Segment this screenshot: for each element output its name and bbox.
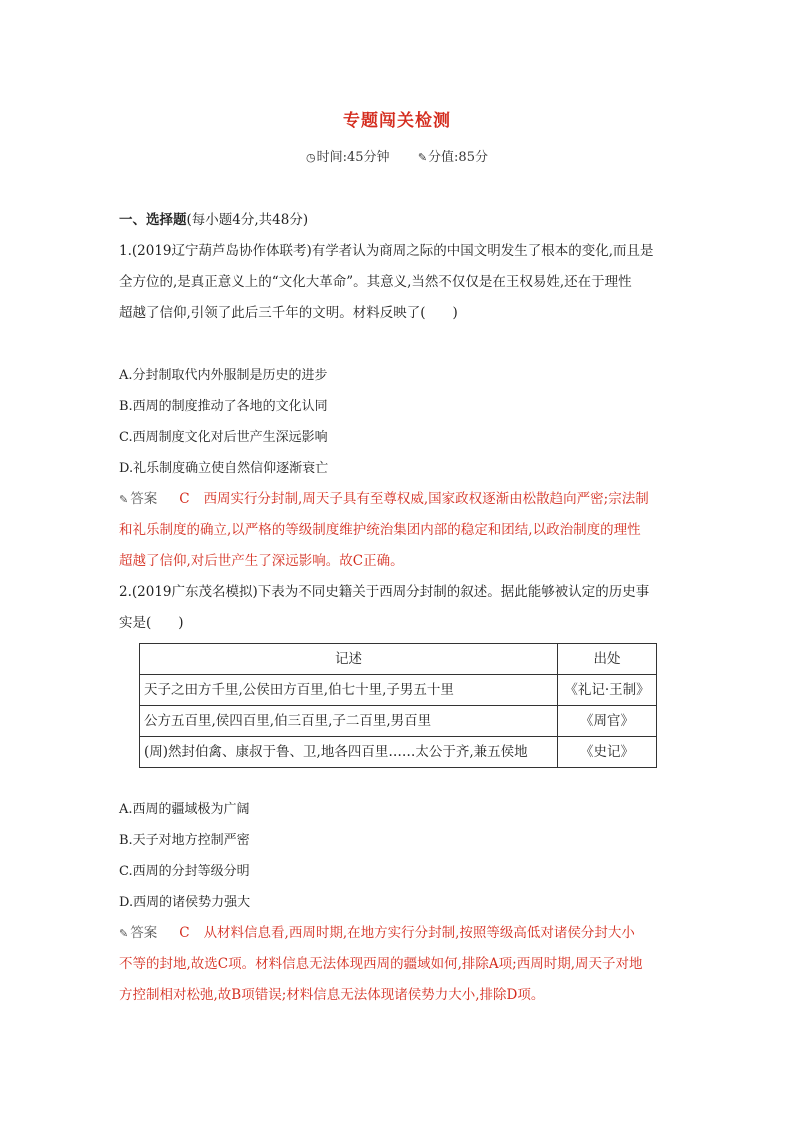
answer-tag	[119, 925, 157, 941]
q2-answer-line-1	[119, 918, 679, 949]
table-header: 出处	[558, 644, 657, 675]
q1-answer-letter: C	[179, 491, 190, 507]
time-label: 时间:45分钟	[316, 150, 390, 165]
clock-icon: ◷	[306, 151, 316, 164]
content	[119, 205, 679, 1011]
q1-line-1: 1.(2019辽宁葫芦岛协作体联考)有学者认为商周之际的中国文明发生了根本的变化,而且是	[119, 243, 654, 259]
q1-option-b: B.西周的制度推动了各地的文化认同	[119, 399, 328, 414]
q2-option-c: C.西周的分封等级分明	[119, 864, 250, 879]
q1-line-3: 超越了信仰,引领了此后三千年的文明。材料反映了( )	[119, 305, 458, 321]
q1-option-a: A.分封制取代内外服制是历史的进步	[119, 368, 328, 383]
table-row	[140, 737, 657, 768]
q2-option-b: B.天子对地方控制严密	[119, 833, 250, 848]
page-title: 专题闯关检测	[343, 111, 451, 131]
q2-line-2: 实是( )	[119, 615, 184, 631]
q2-line-1: 2.(2019广东茂名模拟)下表为不同史籍关于西周分封制的叙述。据此能够被认定的历史事	[119, 584, 650, 600]
q1-answer-line-2: 和礼乐制度的确立,以严格的等级制度维护统治集团内部的稳定和团结,以政治制度的理性	[119, 522, 641, 538]
q2-answer-letter: C	[179, 925, 190, 941]
q2-answer-line-3: 方控制相对松弛,故B项错误;材料信息无法体现诸侯势力大小,排除D项。	[119, 987, 545, 1003]
exam-meta	[0, 146, 794, 165]
q1-answer-line-3: 超越了信仰,对后世产生了深远影响。故C正确。	[119, 553, 404, 569]
q2-option-a: A.西周的疆域极为广阔	[119, 802, 250, 817]
section-heading	[119, 205, 679, 236]
q2-option-d: D.西周的诸侯势力强大	[119, 895, 251, 910]
table-cell: 公方五百里,侯四百里,伯三百里,子二百里,男百里	[140, 706, 558, 737]
table-cell: 天子之田方千里,公侯田方百里,伯七十里,子男五十里	[140, 675, 558, 706]
section-note: (每小题4分,共48分)	[186, 212, 309, 228]
q1-option-c: C.西周制度文化对后世产生深远影响	[119, 430, 328, 445]
table-cell: 《礼记·王制》	[558, 675, 657, 706]
q2-answer-text-1: 从材料信息看,西周时期,在地方实行分封制,按照等级高低对诸侯分封大小	[203, 925, 635, 941]
table-cell: 《周官》	[558, 706, 657, 737]
answer-icon: ✎	[119, 927, 129, 940]
q1-answer-line-1	[119, 484, 679, 515]
source-table	[139, 643, 657, 768]
score-label: 分值:85分	[428, 150, 488, 165]
answer-tag	[119, 491, 157, 507]
answer-icon: ✎	[119, 493, 129, 506]
answer-tag-label: 答案	[130, 491, 158, 507]
q1-answer-text-1: 西周实行分封制,周天子具有至尊权威,国家政权逐渐由松散趋向严密;宗法制	[203, 491, 649, 507]
question-1	[119, 236, 679, 577]
q1-line-2: 全方位的,是真正意义上的“文化大革命”。其意义,当然不仅仅是在王权易姓,还在于理性	[119, 274, 632, 290]
table-header: 记述	[140, 644, 558, 675]
table-cell: (周)然封伯禽、康叔于鲁、卫,地各四百里……太公于齐,兼五侯地	[140, 737, 558, 768]
table-row	[140, 675, 657, 706]
answer-tag-label: 答案	[130, 925, 158, 941]
question-2	[119, 577, 679, 1011]
table-row	[140, 706, 657, 737]
q2-answer-line-2: 不等的封地,故选C项。材料信息无法体现西周的疆域如何,排除A项;西周时期,周天子对地	[119, 956, 643, 972]
check-icon: ✎	[417, 151, 428, 164]
q1-option-d: D.礼乐制度确立使自然信仰逐渐衰亡	[119, 461, 329, 476]
table-cell: 《史记》	[558, 737, 657, 768]
section-title: 一、选择题	[119, 212, 187, 228]
table-header-row	[140, 644, 657, 675]
